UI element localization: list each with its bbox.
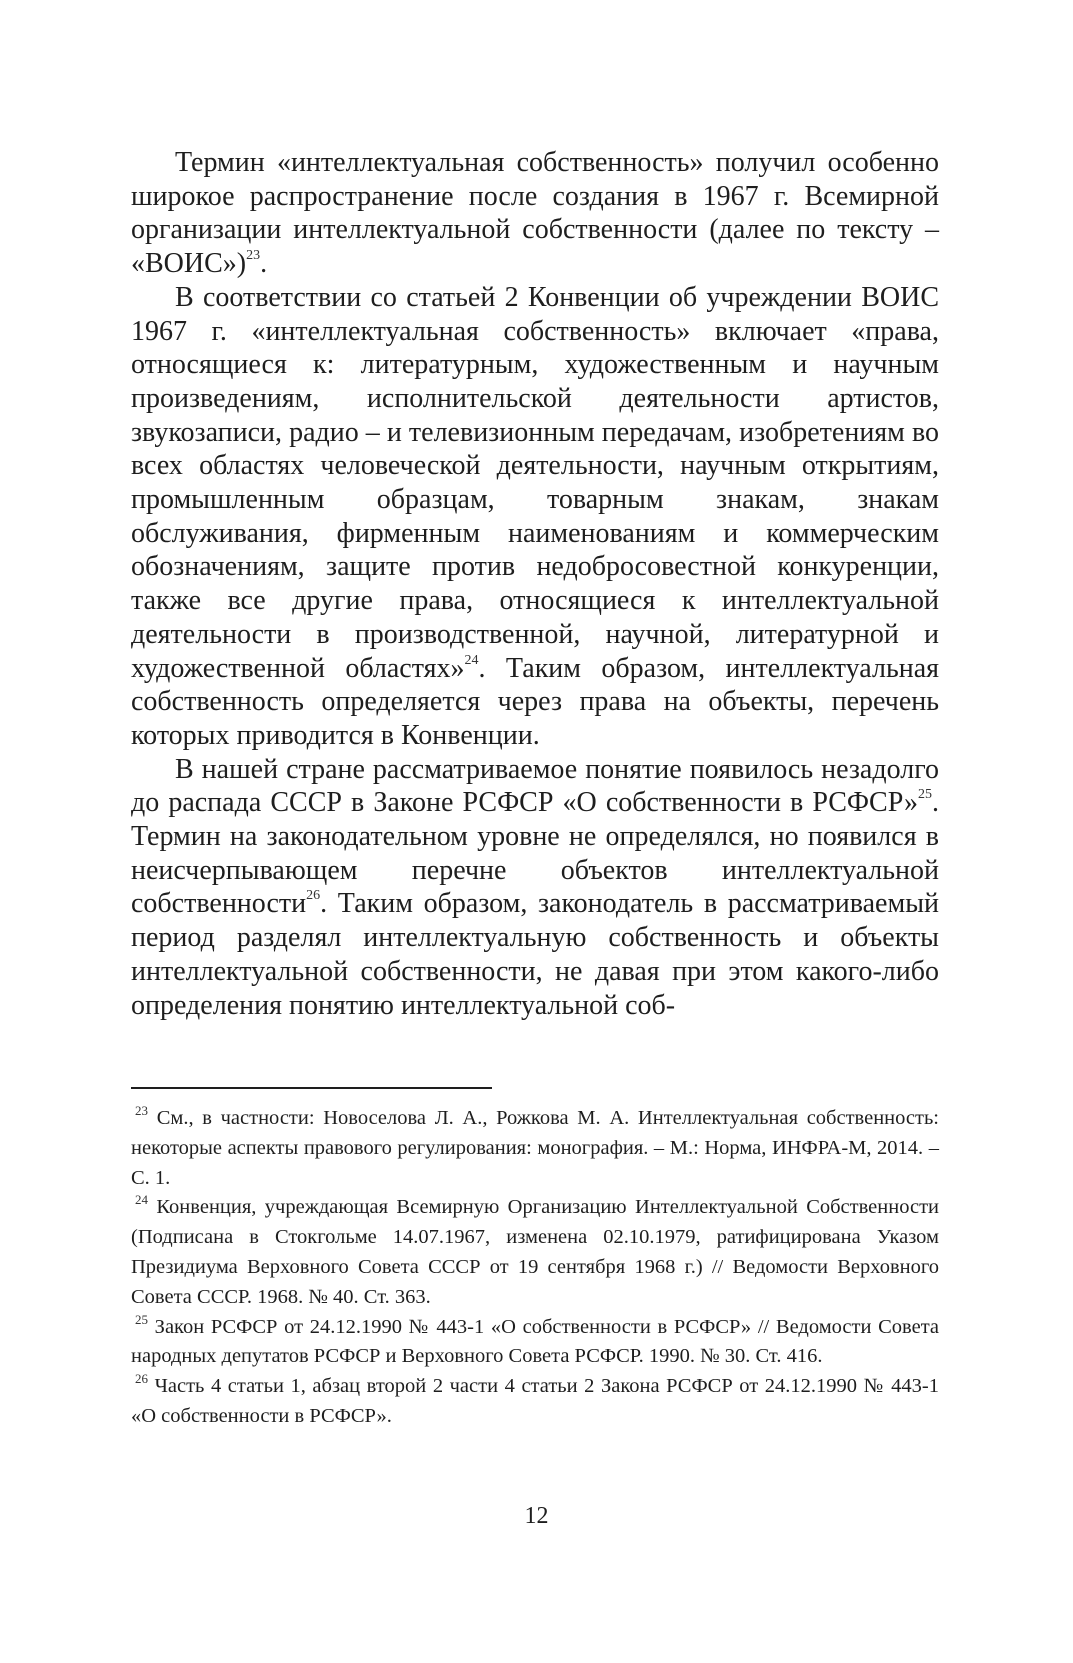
footnotes [131, 1104, 939, 1432]
footnote-ref: 23 [246, 248, 261, 264]
footnote-text: Конвенция, учреждающая Всемирную Организацию Интеллектуальной Собственности (Подписана в Стокгольме 14.07.1967, изменена 02.10.1979, ратифицирована Указом Президиума Верховного Совета СССР от 19 сентября 1968 г.) // Ведомости Верховного Совета СССР. 1968. № 40. Ст. 363. [131, 1196, 940, 1308]
footnote [131, 1193, 939, 1312]
footnote-number: 25 [135, 1311, 148, 1327]
paragraph-text: . Таким образом, законодатель в рассматриваемый период разделял интеллектуальную собственность и объекты интеллектуальной собственности, не давая при этом какого-либо определения понятию интеллектуальной соб- [131, 888, 939, 1021]
footnote-number: 23 [135, 1103, 148, 1118]
paragraph-text: . Термин на законодательном уровне не определялся, но появился в неисчерпывающем перечне объектов интеллектуальной собственности [131, 787, 939, 920]
paragraph-text: . [260, 248, 268, 280]
paragraph [131, 146, 939, 281]
footnote-ref: 25 [918, 787, 932, 803]
paragraph-text: В нашей стране рассматриваемое понятие появилось незадолго до распада СССР в Законе РСФСР «О собственности в РСФСР» [131, 753, 939, 819]
page-number: 12 [524, 1503, 549, 1529]
footnote-ref: 24 [464, 652, 479, 668]
paragraph-text: . Таким образом, интеллектуальная собственность определяется через права на объекты, перечень которых приводится в Конвенции. [131, 652, 940, 751]
footnote-number: 26 [135, 1371, 148, 1387]
footnote-text: Закон РСФСР от 24.12.1990 № 443-1 «О собственности в РСФСР» // Ведомости Совета народных депутатов РСФСР и Верховного Совета РСФСР. 1990. № 30. Ст. 416. [131, 1315, 940, 1368]
paragraph-text: Термин «интеллектуальная собственность» получил особенно широкое распространение после создания в 1967 г. Всемирной организации интеллектуальной собственности (далее по тексту – «ВОИС») [131, 147, 939, 280]
paragraph-text: В соответствии со статьей 2 Конвенции об учреждении ВОИС 1967 г. «интеллектуальная собственность» включает «права, относящиеся к: литературным, художественным и научным произведениям, исполнительской деятельности артистов, звукозаписи, радио – и телевизионным передачам, изобретениям во всех областях человеческой деятельности, научным открытиям, промышленным образцам, товарным знакам, знакам обслуживания, фирменным наименованиям и коммерческим обозначениям, защите против недобросовестной конкуренции, также все другие права, относящиеся к интеллектуальной деятельности в производственной, научной, литературной и художественной областях» [131, 281, 939, 684]
footnote-ref: 26 [306, 888, 321, 904]
footnote [131, 1372, 939, 1432]
paragraph [131, 753, 939, 1023]
footnote [131, 1104, 939, 1193]
footnote [131, 1313, 939, 1373]
footnote-text: Часть 4 статьи 1, абзац второй 2 части 4 статьи 2 Закона РСФСР от 24.12.1990 № 443-1 «О собственности в РСФСР». [131, 1375, 939, 1427]
footnote-divider [131, 1087, 492, 1089]
footnote-text: См., в частности: Новоселова Л. А., Рожкова М. А. Интеллектуальная собственность: некоторые аспекты правового регулирования: монография. – М.: Норма, ИНФРА-М, 2014. – С. 1. [131, 1107, 940, 1189]
paragraph [131, 281, 939, 753]
footnote-number: 24 [135, 1192, 148, 1208]
main-text [131, 146, 939, 1022]
